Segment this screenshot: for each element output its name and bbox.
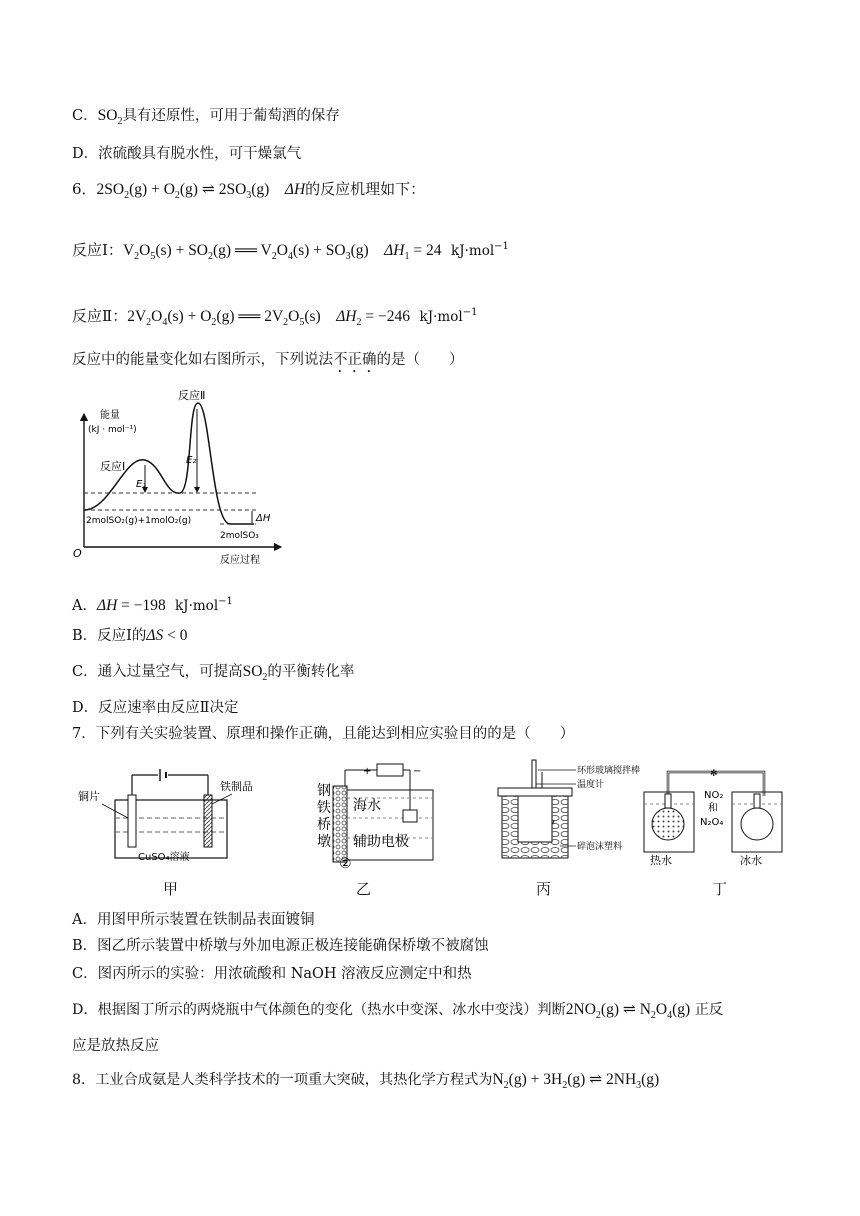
power-supply-icon <box>377 764 403 776</box>
y-axis-unit: (kJ · mol⁻¹) <box>88 425 137 435</box>
q7-option-b: B．图乙所示装置中桥墩与外加电源正极连接能确保桥墩不被腐蚀 <box>72 938 489 954</box>
svg-text:N₂O₄: N₂O₄ <box>700 817 724 828</box>
q5-option-d: D．浓硫酸具有脱水性，可干燥氯气 <box>72 146 302 162</box>
q6-option-a: A．ΔH = −198 kJ·mol$^{-1}$ <box>72 596 233 614</box>
q6-option-c: C．通入过量空气，可提高$SO_2$的平衡转化率 <box>72 663 355 683</box>
svg-text:桥: 桥 <box>317 817 331 833</box>
e2-label: E₂ <box>186 455 197 466</box>
cold-flask <box>741 808 773 840</box>
bridge-pier <box>333 786 347 862</box>
iron-electrode <box>204 795 212 847</box>
q6-reaction-2: 反应Ⅱ：$2V_2O_4(s) + O_2(g)$ ══ $2V_2O_5(s)$ $\Delta H_2 = -246$ kJ·mol$^{-1}$ <box>72 307 478 328</box>
electrode-label: 辅助电极 <box>353 834 409 850</box>
q7-option-d: D．根据图丁所示的两烧瓶中气体颜色的变化（热水中变深、冰水中变浅）判断$2NO_2(g)$ ⇌ $N_2O_4(g)$ 正反 <box>72 1001 724 1021</box>
caption-jia: 甲 <box>163 880 179 898</box>
svg-text:和: 和 <box>708 803 718 814</box>
figure-jia <box>70 760 270 870</box>
dh-label: ΔH <box>256 513 271 524</box>
q6-prompt: 反应中的能量变化如右图所示，下列说法不正确的是（ ） <box>72 352 464 368</box>
reactant-label: 2molSO₂(g)+1molO₂(g) <box>86 516 192 526</box>
jia-left-label: 铜片 <box>78 790 100 803</box>
lid <box>498 788 572 796</box>
copper-electrode <box>128 795 136 847</box>
x-axis-label: 反应过程 <box>220 555 260 566</box>
q8-stem: 8．工业合成氨是人类科学技术的一项重大突破，其热化学方程式为$N_2(g) + 3H_2(g)$ ⇌ $2NH_3(g)$ <box>72 1071 660 1091</box>
hot-water-label: 热水 <box>650 854 672 867</box>
inner-beaker <box>518 796 552 842</box>
q7-option-d-cont: 应是放热反应 <box>72 1038 159 1054</box>
peak2-label: 反应Ⅱ <box>178 389 206 402</box>
q6-reaction-1: 反应Ⅰ：$V_2O_5(s) + SO_2(g)$ ══ $V_2O_4(s) + SO_3(g)$ $\Delta H_1 = 24$ kJ·mol$^{-1}$ <box>72 241 509 262</box>
caption-bing: 丙 <box>536 880 552 898</box>
jia-solution-label: CuSO₄溶液 <box>138 852 190 863</box>
svg-text:钢: 钢 <box>317 783 331 799</box>
svg-text:铁: 铁 <box>317 800 331 816</box>
energy-diagram <box>70 385 290 570</box>
q6-option-b: B．反应Ⅰ的ΔS < 0 <box>72 627 188 644</box>
marker-2: ② <box>339 856 352 870</box>
minus-sign: − <box>413 766 422 777</box>
q5-option-c: C．$SO_2$具有还原性，可用于葡萄酒的保存 <box>72 107 340 127</box>
thermometer-label: 温度计 <box>577 780 605 790</box>
stirrer-label: 环形玻璃搅拌棒 <box>577 766 640 776</box>
q6-option-d: D．反应速率由反应Ⅱ决定 <box>72 700 239 716</box>
svg-text:墩: 墩 <box>317 834 331 850</box>
svg-text:✻: ✻ <box>710 769 718 779</box>
figure-bing <box>490 758 640 873</box>
ice-water-label: 冰水 <box>740 854 762 867</box>
q7-stem: 7．下列有关实验装置、原理和操作正确，且能达到相应实验目的的是（ ） <box>72 726 575 742</box>
caption-ding: 丁 <box>712 880 728 898</box>
seawater-label: 海水 <box>353 798 381 814</box>
q6-stem: 6．$2SO_2(g) + O_2(g)$ ⇌ $2SO_3(g)$ ΔH的反应机理如下： <box>72 180 426 201</box>
foam-label: 碎泡沫塑料 <box>577 842 623 852</box>
auxiliary-electrode <box>403 810 417 822</box>
hot-flask <box>652 808 684 840</box>
jia-right-label: 铁制品 <box>220 780 253 793</box>
product-label: 2molSO₃ <box>220 531 259 541</box>
y-axis-label: 能量 <box>100 410 120 421</box>
svg-text:NO₂: NO₂ <box>704 790 724 801</box>
peak1-label: 反应Ⅰ <box>100 460 126 473</box>
figure-ding <box>636 764 786 874</box>
q7-option-c: C．图丙所示的实验：用浓硫酸和 NaOH 溶液反应测定中和热 <box>72 966 472 982</box>
q7-option-a: A．用图甲所示装置在铁制品表面镀铜 <box>72 912 315 928</box>
plus-sign: + <box>363 766 372 777</box>
origin-label: O <box>73 547 82 560</box>
figure-yi <box>305 760 440 870</box>
e1-label: E₁ <box>136 479 147 490</box>
caption-yi: 乙 <box>356 880 372 898</box>
